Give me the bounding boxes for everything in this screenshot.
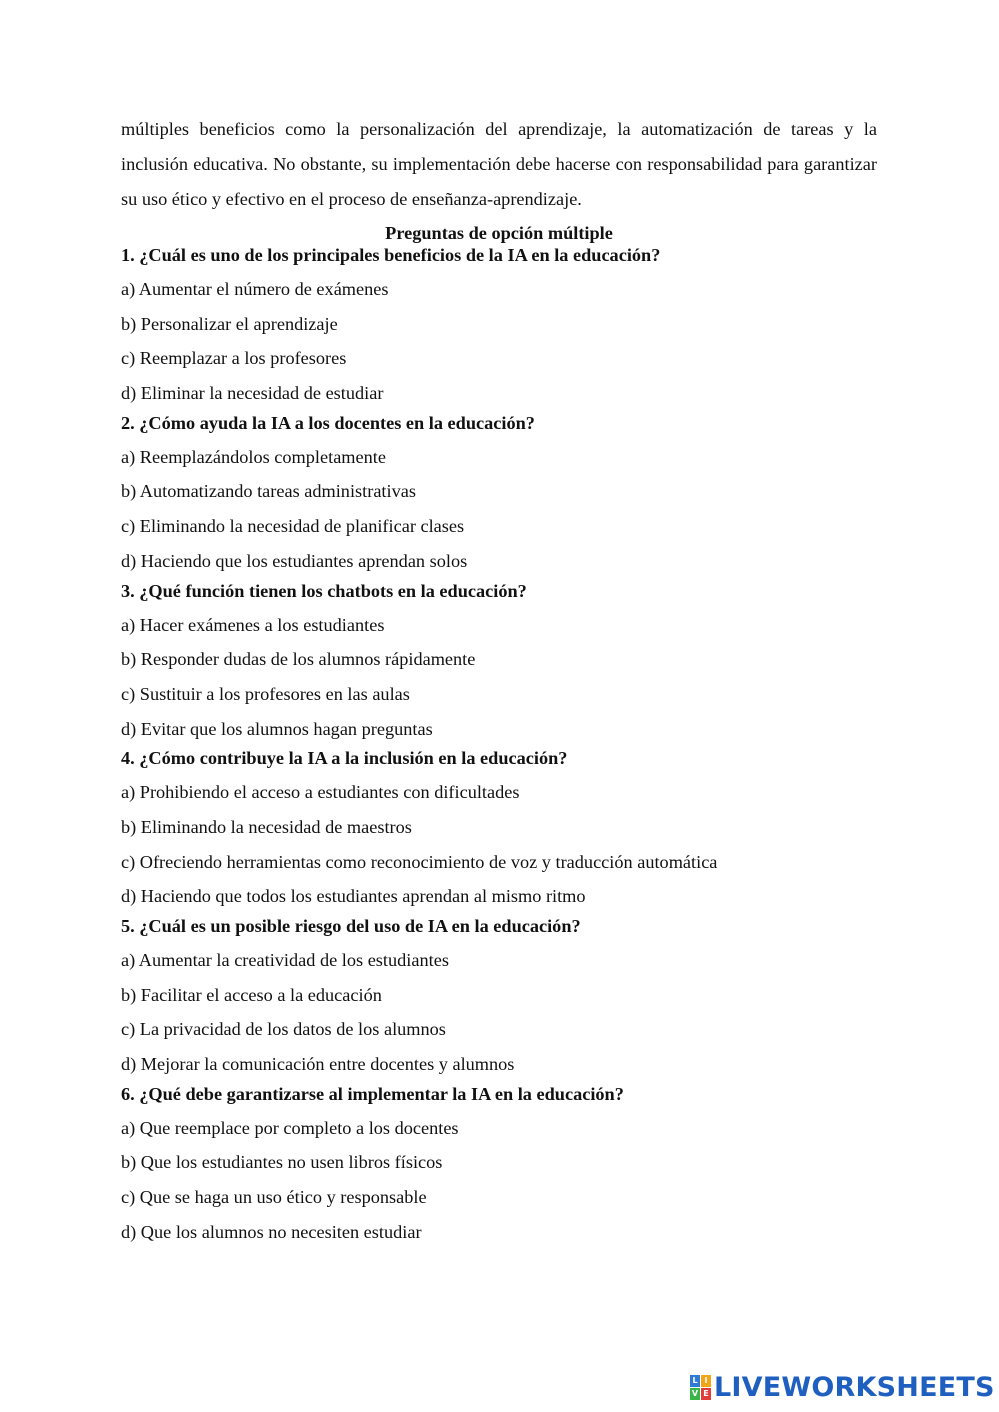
question-text: 5. ¿Cuál es un posible riesgo del uso de IA en la educación? [121,916,581,936]
option-a[interactable]: a) Aumentar la creatividad de los estudiantes [121,950,449,970]
option-d[interactable]: d) Haciendo que todos los estudiantes aprendan al mismo ritmo [121,886,586,907]
option-b[interactable]: b) Facilitar el acceso a la educación [121,984,382,1005]
question-text: 1. ¿Cuál es uno de los principales beneficios de la IA en la educación? [121,245,661,265]
option-d[interactable]: d) Haciendo que los estudiantes aprendan solos [121,550,468,571]
logo-text: LIVEWORKSHEETS [714,1372,995,1403]
option-d[interactable]: d) Que los alumnos no necesiten estudiar [121,1221,422,1242]
question-5 [121,915,877,1082]
option-c[interactable]: c) Que se haga un uso ético y responsable [121,1187,427,1208]
logo-mark-letter: E [701,1388,711,1400]
option-a[interactable]: a) Reemplazándolos completamente [121,446,386,467]
option-c[interactable]: c) Eliminando la necesidad de planificar clases [121,516,465,537]
option-c[interactable]: c) La privacidad de los datos de los alumnos [121,1019,446,1040]
logo-mark-letter: V [691,1389,699,1398]
option-d[interactable]: d) Evitar que los alumnos hagan preguntas [121,718,433,739]
question-text: 4. ¿Cómo contribuye la IA a la inclusión en la educación? [121,748,568,769]
option-c[interactable]: c) Ofreciendo herramientas como reconocimiento de voz y traducción automática [121,851,718,872]
option-a[interactable]: a) Que reemplace por completo a los docentes [121,1117,459,1138]
option-a[interactable]: a) Prohibiendo el acceso a estudiantes con dificultades [121,782,520,803]
option-d[interactable]: d) Eliminar la necesidad de estudiar [121,383,384,404]
document-page [121,112,877,1250]
logo-mark-letter: L [690,1375,700,1387]
logo-mark-letter: I [701,1375,711,1387]
option-c[interactable]: c) Sustituir a los profesores en las aulas [121,683,410,704]
question-1 [121,244,877,411]
liveworksheets-logo-icon [690,1375,712,1401]
option-b[interactable]: b) Eliminando la necesidad de maestros [121,816,412,837]
question-text: 6. ¿Qué debe garantizarse al implementar la IA en la educación? [121,1083,624,1104]
option-b[interactable]: b) Automatizando tareas administrativas [121,481,416,502]
question-3 [121,580,877,747]
option-b[interactable]: b) Que los estudiantes no usen libros físicos [121,1152,443,1173]
question-4 [121,747,877,914]
question-2 [121,412,877,579]
liveworksheets-logo[interactable] [690,1372,995,1404]
option-c[interactable]: c) Reemplazar a los profesores [121,348,347,369]
question-text: 3. ¿Qué función tienen los chatbots en la educación? [121,580,527,601]
section-heading: Preguntas de opción múltiple [385,223,613,243]
option-b[interactable]: b) Responder dudas de los alumnos rápidamente [121,649,476,670]
question-6 [121,1083,877,1250]
option-a[interactable]: a) Hacer exámenes a los estudiantes [121,614,385,635]
question-list [121,244,877,1250]
option-b[interactable]: b) Personalizar el aprendizaje [121,313,338,334]
intro-paragraph: múltiples beneficios como la personalización del aprendizaje, la automatización de tareas y la inclusión educativa. No obstante, su implementación debe hacerse con responsabilidad para garantizar su uso ético y efectivo en el proceso de enseñanza-aprendizaje. [121,119,877,209]
question-text: 2. ¿Cómo ayuda la IA a los docentes en la educación? [121,412,535,433]
option-a[interactable]: a) Aumentar el número de exámenes [121,279,389,299]
option-d[interactable]: d) Mejorar la comunicación entre docentes y alumnos [121,1054,515,1075]
